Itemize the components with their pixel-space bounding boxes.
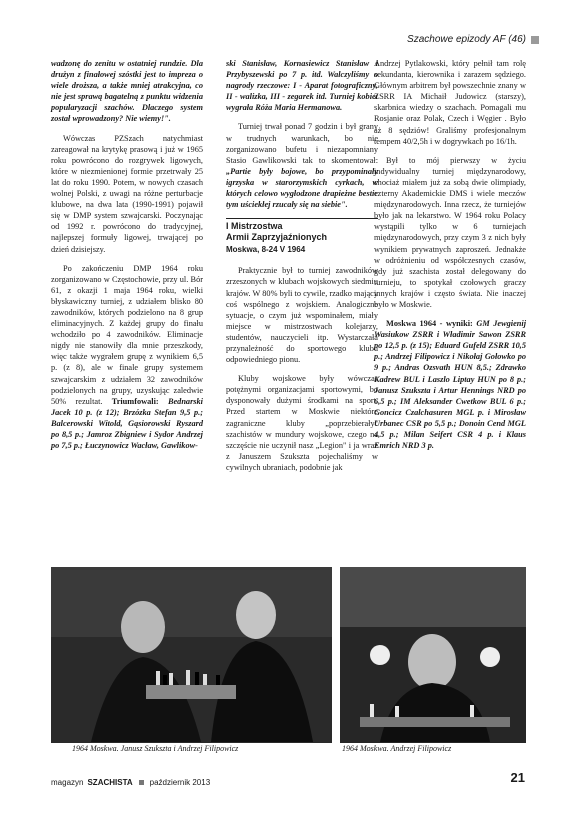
paragraph: Praktycznie był to turniej zawodników zrzeszonych w klubach wojskowych siedmiu krajów. W 80% byli to cywile, rzadko mający coś wspólnego z wojskiem. Analogiczne sytuacje, o czym już wspominałem, miały miejsce w mistrzostwach kolejarzy, studentów, nauczycieli itp. Wystarczała przynależność do sportowego klubu odpowiedniego pionu. (226, 266, 378, 365)
paragraph (51, 263, 203, 452)
paragraph (226, 121, 378, 210)
paragraph: Wówczas PZSzach natychmiast zareagował na krytykę prasową i już w 1965 roku powrócono do rozgrywek ligowych, które w niezmienionej formie przetrwały 25 lat do roku 1990. Potem, w nowych czasach wolnej Polski, z uwagi na różne perturbacje klubowe, na dwa lata (1990-1991) pojawił się w DMP system szwajcarski. Poczynając od 1992 r. powrócono do tradycyjnej, najlepszej formuły ligowej, trwającej po dzień dzisiejszy. (51, 133, 203, 254)
section-heading (226, 218, 378, 255)
footer-square-icon (139, 780, 144, 785)
results-label: Triumfowali: (111, 396, 159, 406)
inline-quote: „Partie były bojowe, bo przypominały igrzyska w starorzymskich cyrkach, w których celowo wygłodzone drapieżne bestie tym uściekłej rzucały się na siebie". (226, 166, 378, 210)
photo-image (340, 567, 526, 743)
header-title: Szachowe epizody AF (46) (407, 34, 526, 45)
section-title-line1: I Mistrzostwa (226, 221, 283, 232)
paragraph: Był to mój pierwszy w życiu indywidualny turniej międzynarodowy, chociaż miałem już za sobą dwie olimpiady, czterny Akademickie DMS i wiele meczów międzynarodowych. Inna rzecz, że turniejów było jak na lekarstwo. W 1964 roku Polacy wystąpili tylko w 6 turniejach międzynarodowych, przy czym 3 z nich były wynikiem prywatnych zaproszeń. Jednakże w odróżnieniu od współczesnych czasów, gdy już szachista został delegowany do turnieju, to spotykał czołowych graczy innych krajów i często świata. Nie inaczej było w Moskwie. (374, 155, 526, 309)
section-title-line2: Armii Zaprzyjaźnionych (226, 232, 328, 243)
page-footer (51, 778, 210, 787)
section-subtitle: Moskwa, 8-24 V 1964 (226, 245, 306, 255)
paragraph: Andrzej Pytlakowski, który pełnił tam rolę sekundanta, kierownika i zarazem sędziego. Głównym arbitrem był powszechnie znany w ZSRR IA Michaił Judowicz (starszy), skarbnica wiedzy o szachach. Pomagali mu Rosjanie oraz Polak, Czech i Węgier . Było aż 8 sędziów! Graliśmy profesjonalnym tempem 40/2,5h i w dogrywkach po 16/1h. (374, 59, 526, 146)
header-square-icon (531, 36, 539, 44)
column-1 (51, 58, 203, 459)
photo-filipowicz (340, 567, 526, 743)
magazine-prefix: magazyn (51, 778, 84, 787)
paragraph: ski Stanisław, Kornasiewicz Stanisław i Przybyszewski po 7 p. itd. Walczyliśmy o nagrody rzeczowe: I - Aparat fotograficzny, II - walizka, III - zegarek itd. Turniej kobiet wygrała Róża Maria Hermanowa. (226, 59, 378, 113)
paragraph-text: Turniej trwał ponad 7 godzin i był grany w trudnych warunkach, bo nie zorganizowano bufetu i niezapomniany Stasio Gawlikowski tak to skomentował: (226, 122, 378, 165)
results-list: GM Jewgienij Wasiukow ZSRR i Władimir Sawon ZSRR po 12,5 p. (z 15); Eduard Gufeld ZSRR 10,5 p.; Andrzej Filipowicz i Nikołaj Gołowko po 9 p.; Andras Ozsvath HUN 8,5.; Zdrawko Kadrew BUL i Laszlo Liptay HUN po 8 p.; Janusz Szukszta i Artur Hennings NRD po 6,5 p.; IM Aleksander Cwetkow BUL 6 p.; Goncicz Czalchasuren MGL p. i Mirosław Urbanec CSR po 5,5 p.; Donoin Cend MGL 4,5 p.; Milan Seifert CSR 4 p. i Klaus Emrich NRD 3 p. (374, 319, 527, 451)
photo-szukszta-filipowicz (51, 567, 332, 743)
quote-paragraph: wadzonę do zenitu w ostatniej rundzie. Dla drużyn z finałowej szóstki jest to impreza o wiele droższa, a także mniej atrakcyjna, co nie jest sprawą bagatelną z punktu widzenia popularyzacji szachów. Dlaczego system został wprowadzony? Nie wiemy!". (51, 59, 203, 124)
photo-image (51, 567, 332, 743)
running-header (407, 34, 539, 45)
paragraph: Kluby wojskowe były wówczas potężnymi organizacjami sportowymi, bo dysponowały dużymi środkami na sport. Przed startem w Moskwie niektóre zagraniczne kluby „poprzebierały" szachistów w mundury wojskowe, czego na szczęście nie uczynił nasz „Legion" i ja wraz z Januszem Szukszta pojechaliśmy w cywilnych ubraniach, podobnie jak (226, 374, 378, 472)
photo-caption-2: 1964 Moskwa. Andrzej Filipowicz (342, 744, 452, 753)
column-3 (374, 58, 526, 459)
results-list: Bednarski Jacek 10 p. (z 12); Brzózka Stefan 9,5 p.; Balcerowski Witold, Gąsiorowski Ryszard po 8,5 p.; Jamroz Zbigniew i Sydor Andrzej po 7,5 p.; Łuczynowicz Wacław, Gawlikow- (51, 396, 203, 451)
paragraph-text: Po zakończeniu DMP 1964 roku zorganizowano w Częstochowie, przy ul. Bór 61, z okazji 1 maja 1964 roku, wielki błyskawiczny turniej, z udziałem blisko 80 zawodników, których podzielono na 8 grup eliminacyjnych. Z każdej grupy do finału wchodziło po 4 zawodników. Eliminacje nigdy nie stanowiły dla mnie przeszkody, więc także wygrałem grupę z wynikiem 6,5 p. (z 8), ale w finale grupy systemem szwajcarskim z udziałem 32 zawodników podzielonych na grupy, uzyskując zaledwie 50% rezultat. (51, 263, 203, 406)
magazine-name: SZACHISTA (87, 778, 133, 787)
photo-caption-1: 1964 Moskwa. Janusz Szukszta i Andrzej Filipowicz (72, 744, 239, 753)
issue-date: październik 2013 (149, 778, 211, 787)
results-paragraph (374, 318, 526, 451)
column-2 (226, 58, 378, 481)
results-label: Moskwa 1964 - wyniki: (386, 319, 473, 329)
page-number: 21 (510, 770, 525, 785)
